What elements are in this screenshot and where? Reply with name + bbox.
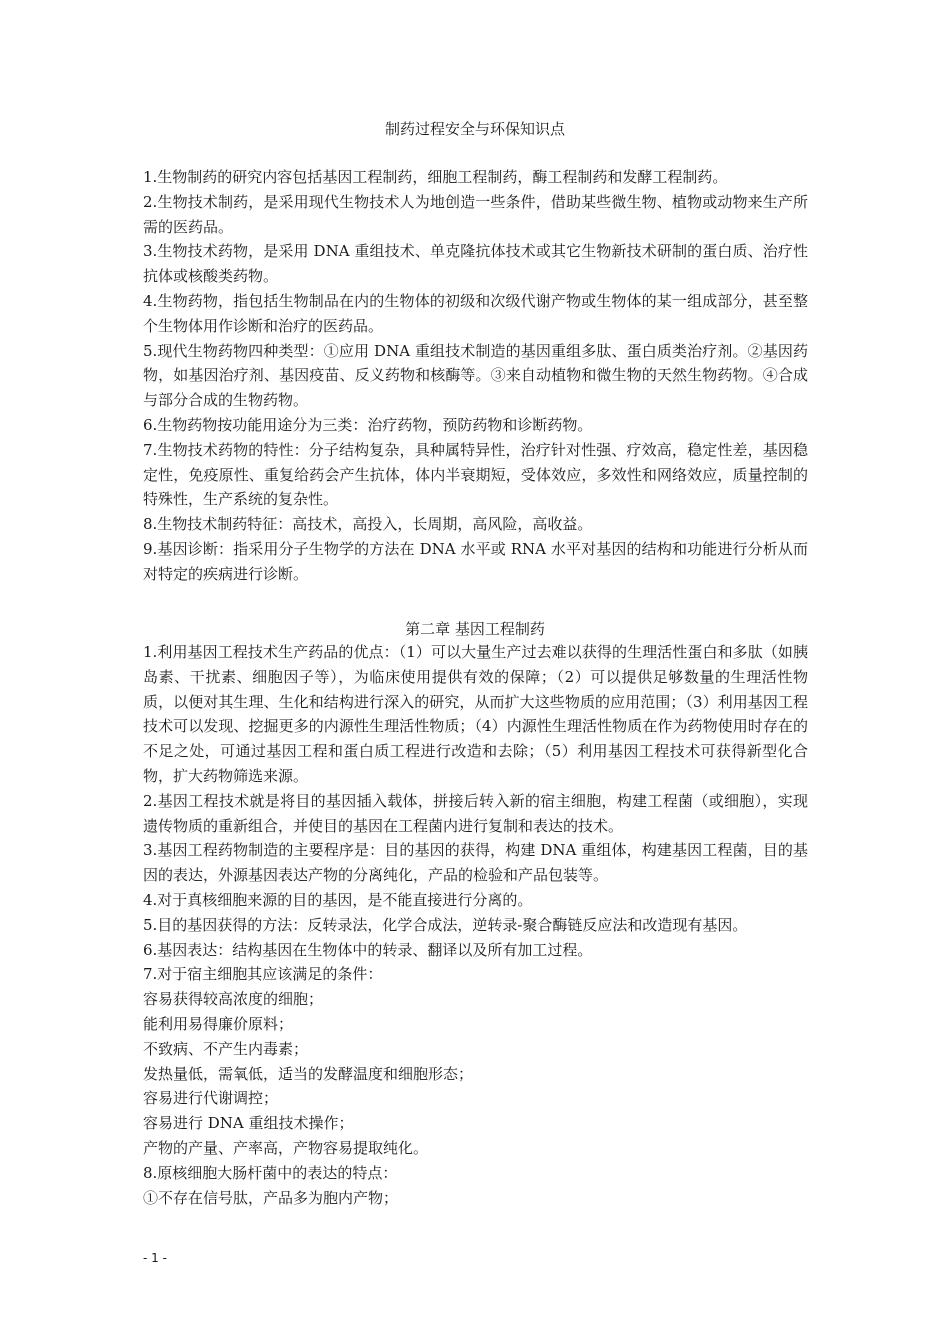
list-item: 容易进行代谢调控； [143,1089,279,1108]
paragraph: 6.基因表达：结构基因在生物体中的转录、翻译以及所有加工过程。 [143,940,593,959]
paragraph: 3.基因工程药物制造的主要程序是：目的基因的获得，构建 DNA 重组体，构建基因工程菌，目的基因的表达，外源基因表达产物的分离纯化，产品的检验和产品包装等。 [143,841,808,885]
list-item: 能利用易得廉价原料； [143,1014,294,1033]
paragraph: 4.对于真核细胞来源的目的基因，是不能直接进行分离的。 [143,890,533,909]
paragraph: 8.生物技术制药特征：高技术，高投入，长周期，高风险，高收益。 [143,515,593,534]
list-item: 容易进行 DNA 重组技术操作； [143,1114,354,1133]
paragraph: 6.生物药物按功能用途分为三类：治疗药物，预防药物和诊断药物。 [143,415,593,434]
paragraph: 7.对于宿主细胞其应该满足的条件： [143,965,383,984]
paragraph: 8.原核细胞大肠杆菌中的表达的特点： [143,1163,398,1182]
chapter-heading: 第二章 基因工程制药 [405,620,545,638]
paragraph: 3.生物技术药物，是采用 DNA 重组技术、单克隆抗体技术或其它生物新技术研制的蛋白质、治疗性抗体或核酸类药物。 [143,242,808,286]
page-number: - 1 - [143,1251,167,1265]
list-item: 容易获得较高浓度的细胞； [143,990,324,1009]
list-item: 发热量低，需氧低，适当的发酵温度和细胞形态； [143,1064,474,1083]
paragraph: 2.基因工程技术就是将目的基因插入载体，拼接后转入新的宿主细胞，构建工程菌（或细胞），实现遗传物质的重新组合，并使目的基因在工程菌内进行复制和表达的技术。 [143,791,808,835]
paragraph: 5.现代生物药物四种类型：①应用 DNA 重组技术制造的基因重组多肽、蛋白质类治疗剂。②基因药物，如基因治疗剂、基因疫苗、反义药物和核酶等。③来自动植物和微生物的天然生物药物。④合成与部分合成的生物药物。 [143,341,808,410]
document-title: 制药过程安全与环保知识点 [384,120,565,138]
paragraph: 9.基因诊断：指采用分子生物学的方法在 DNA 水平或 RNA 水平对基因的结构和功能进行分析从而对特定的疾病进行诊断。 [143,539,808,583]
list-item: ①不存在信号肽，产品多为胞内产物； [143,1188,399,1207]
paragraph: 5.目的基因获得的方法：反转录法，化学合成法，逆转录-聚合酶链反应法和改造现有基因。 [143,915,748,934]
section-chapter-2 [143,640,808,1210]
list-item: 不致病、不产生内毒素； [143,1039,309,1058]
paragraph: 1.利用基因工程技术生产药品的优点：（1）可以大量生产过去难以获得的生理活性蛋白和多肽（如胰岛素、干扰素、细胞因子等），为临床使用提供有效的保障；（2）可以提供足够数量的生理活性物质，以便对其生理、生化和结构进行深入的研究，从而扩大这些物质的应用范围；（3）利用基因工程技术可以发现、挖掘更多的内源性生理活性物质；（4）内源性生理活性物质在作为药物使用时存在的不足之处，可通过基因工程和蛋白质工程进行改造和去除；（5）利用基因工程技术可获得新型化合物，扩大药物筛选来源。 [143,643,808,785]
paragraph: 1.生物制药的研究内容包括基因工程制药，细胞工程制药，酶工程制药和发酵工程制药。 [143,168,728,186]
paragraph: 4.生物药物，指包括生物制品在内的生物体的初级和次级代谢产物或生物体的某一组成部分，甚至整个生物体用作诊断和治疗的医药品。 [143,291,808,335]
paragraph: 7.生物技术药物的特性：分子结构复杂，具种属特异性，治疗针对性强、疗效高，稳定性差，基因稳定性，免疫原性、重复给药会产生抗体，体内半衰期短，受体效应，多效性和网络效应，质量控制的特殊性，生产系统的复杂性。 [143,440,808,509]
section-intro [143,165,808,587]
paragraph: 2.生物技术制药，是采用现代生物技术人为地创造一些条件，借助某些微生物、植物或动物来生产所需的医药品。 [143,192,808,236]
list-item: 产物的产量、产率高，产物容易提取纯化。 [143,1138,429,1157]
